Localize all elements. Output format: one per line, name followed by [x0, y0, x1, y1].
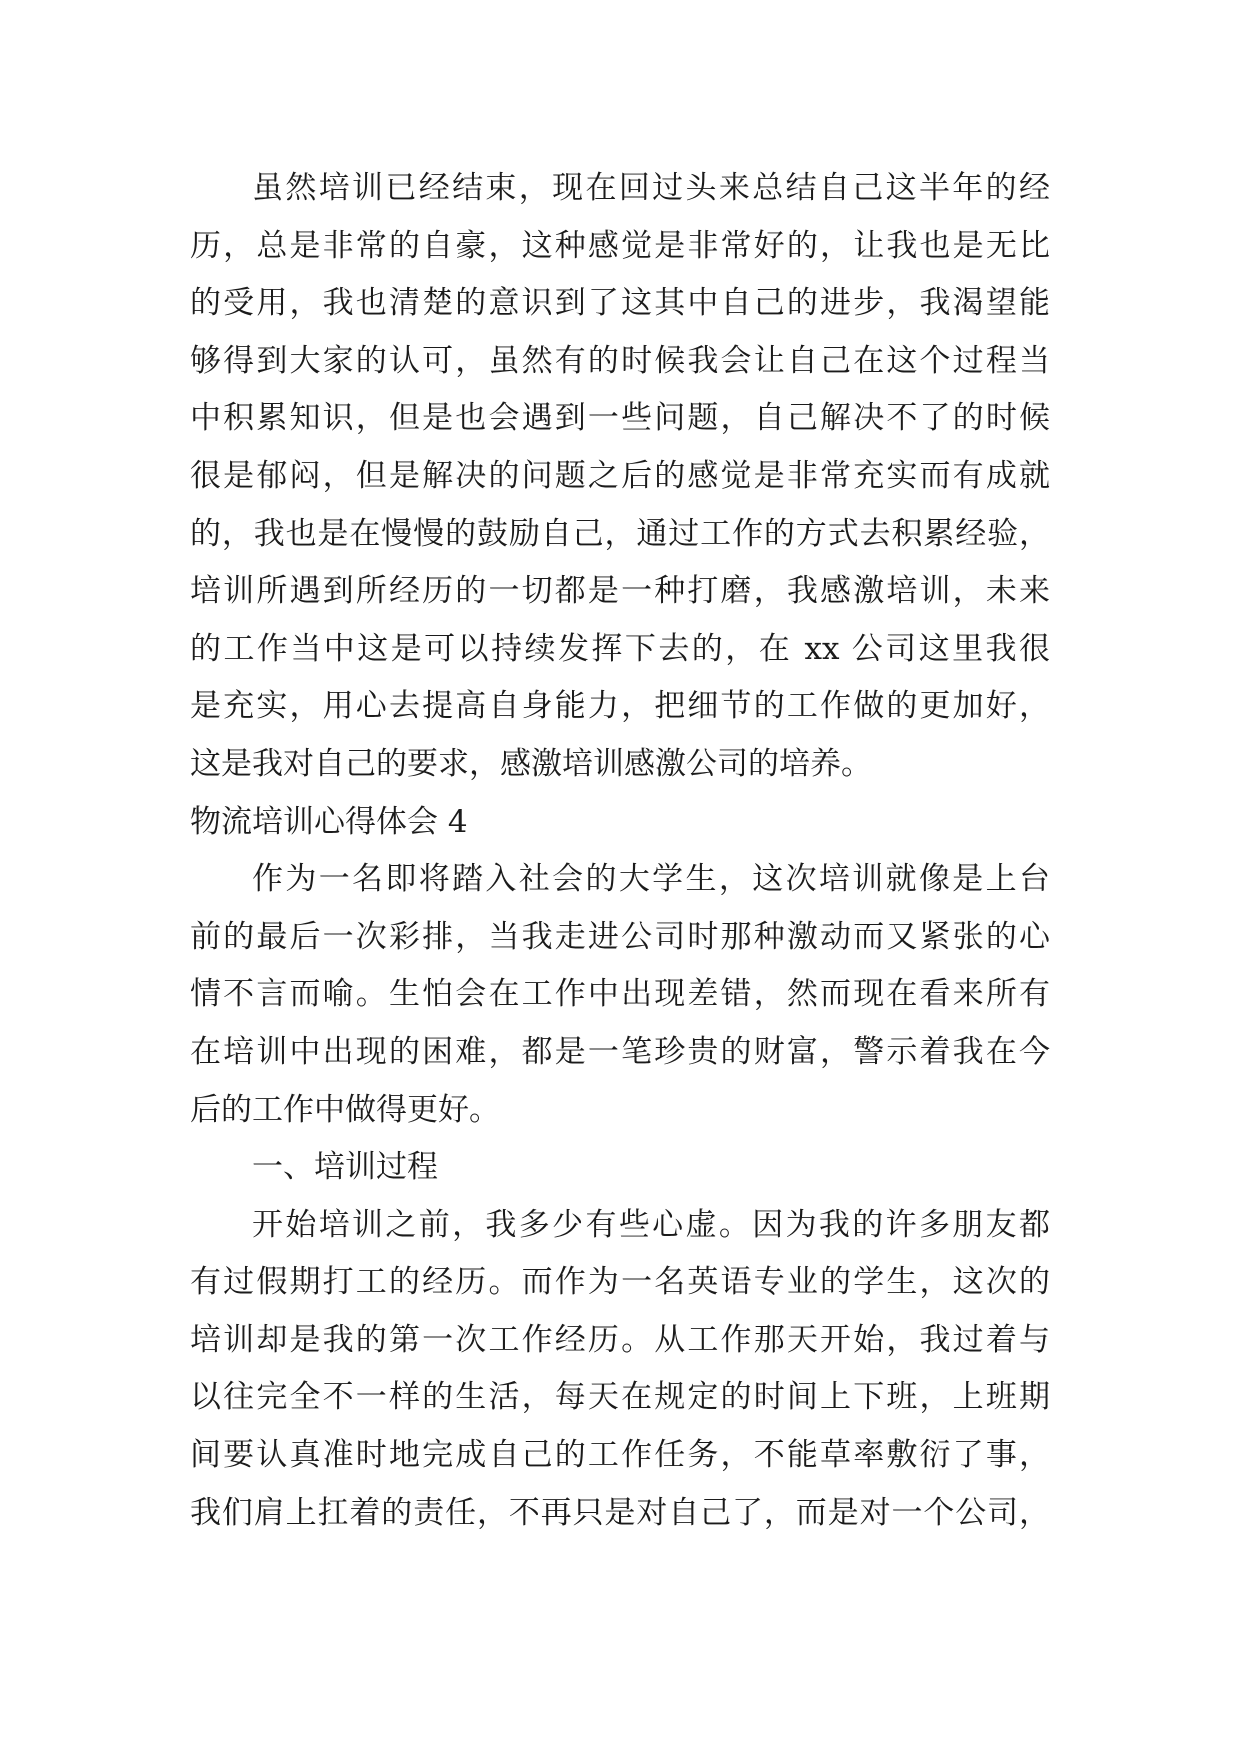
text-line: 我们肩上扛着的责任，不再只是对自己了，而是对一个公司，: [190, 1494, 1050, 1531]
text-line: 在培训中出现的困难，都是一笔珍贵的财富，警示着我在今: [190, 1033, 1050, 1070]
text-line: 有过假期打工的经历。而作为一名英语专业的学生，这次的: [190, 1264, 1050, 1301]
text-line: 培训所遇到所经历的一切都是一种打磨，我感激培训，未来: [190, 573, 1050, 610]
text-line: 开始培训之前，我多少有些心虚。因为我的许多朋友都: [252, 1206, 1050, 1243]
text-line: 后的工作中做得更好。: [190, 1091, 500, 1128]
text-line: 作为一名即将踏入社会的大学生，这次培训就像是上台: [252, 861, 1050, 898]
text-line: 够得到大家的认可，虽然有的时候我会让自己在这个过程当: [190, 342, 1050, 379]
document-body: [190, 160, 1050, 1542]
text-line: 的，我也是在慢慢的鼓励自己，通过工作的方式去积累经验，: [190, 515, 1050, 552]
text-line: 以往完全不一样的生活，每天在规定的时间上下班，上班期: [190, 1379, 1050, 1416]
text-line: 历，总是非常的自豪，这种感觉是非常好的，让我也是无比: [190, 227, 1050, 264]
paragraph-training-process: [190, 1197, 1050, 1543]
text-line: 是充实，用心去提高自身能力，把细节的工作做的更加好，: [190, 688, 1050, 725]
text-line: 很是郁闷，但是解决的问题之后的感觉是非常充实而有成就: [190, 457, 1050, 494]
text-line: 虽然培训已经结束，现在回过头来总结自己这半年的经: [252, 170, 1050, 206]
text-line: 间要认真准时地完成自己的工作任务，不能草率敷衍了事，: [190, 1437, 1050, 1474]
text-line: 的受用，我也清楚的意识到了这其中自己的进步，我渴望能: [190, 285, 1050, 322]
text-line: 的工作当中这是可以持续发挥下去的，在 xx 公司这里我很: [190, 630, 1050, 667]
subheading: 一、培训过程: [252, 1149, 438, 1186]
text-line: 情不言而喻。生怕会在工作中出现差错，然而现在看来所有: [190, 976, 1050, 1013]
text-line: 前的最后一次彩排，当我走进公司时那种激动而又紧张的心: [190, 918, 1050, 955]
text-line: 这是我对自己的要求，感激培训感激公司的培养。: [190, 745, 872, 782]
text-line: 培训却是我的第一次工作经历。从工作那天开始，我过着与: [190, 1321, 1050, 1358]
paragraph-reflection: [190, 160, 1050, 794]
text-line: 中积累知识，但是也会遇到一些问题，自己解决不了的时候: [190, 400, 1050, 437]
section-title: 物流培训心得体会 4: [190, 803, 468, 840]
paragraph-introduction: [190, 851, 1050, 1139]
